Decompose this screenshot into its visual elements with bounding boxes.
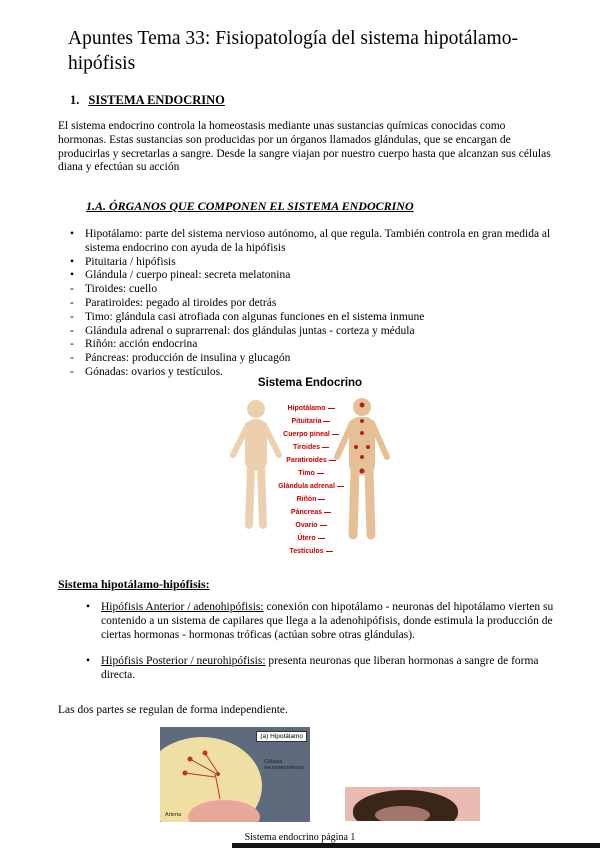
diagram-label: Ovario (275, 522, 347, 529)
diagram-label: Cuerpo pineal (275, 431, 347, 438)
list-item-lead: Hipófisis Anterior / adenohipófisis: (101, 601, 264, 613)
bullet-marker: • (70, 228, 75, 240)
bullet-marker: • (86, 655, 91, 668)
list-item (70, 228, 554, 256)
list-item (70, 338, 554, 352)
intro-paragraph: El sistema endocrino controla la homeostasis mediante unas sustancias químicas conocidas como hormonas. Estas sustancias son producidas por un órganos llamados glándulas, que se encargan de producirlas y secretarlas a sangre. Desde la sangre viajan por nuestro cuerpo hasta que alcanzan sus células diana y efectúan su acción (58, 120, 551, 174)
list-item-text: Pituitaria / hipófisis (85, 255, 176, 268)
list-item (70, 256, 554, 270)
figure-body (222, 393, 398, 565)
diagram-label: Útero (275, 535, 347, 542)
diagram-label: Testículos (275, 548, 347, 555)
list-item-body: presenta neuronas que liberan hormonas a sangre de forma directa. (101, 655, 539, 682)
list-item-text: Páncreas: producción de insulina y glucagón (85, 352, 291, 365)
closing-paragraph: Las dos partes se regulan de forma independiente. (58, 704, 288, 716)
list-item-text (101, 655, 554, 683)
diagram-label: Glándula adrenal (275, 483, 347, 490)
list-item-text: Tiroides: cuello (85, 283, 158, 296)
list-item-text: Glándula / cuerpo pineal: secreta melatonina (85, 269, 291, 282)
hypothalamo-hypophysis-heading: Sistema hipotálamo-hipófisis: (58, 577, 210, 591)
bullet-marker: • (86, 601, 91, 613)
diagram-label: Paratiroides (275, 457, 347, 464)
diagram-label: Timo (275, 470, 347, 477)
dash-marker: - (70, 296, 74, 309)
organ-list (70, 228, 554, 380)
bullet-marker: • (70, 269, 75, 282)
section-heading (70, 93, 225, 108)
artery-label: Arteria (165, 812, 182, 818)
brain-section-inner-shape (375, 806, 430, 821)
list-item-text (101, 601, 554, 642)
list-item-text: Hipotálamo: parte del sistema nervioso autónomo, al que regula. También controla en gran medida al sistema endocrino con ayuda de la hipófisis (85, 228, 551, 254)
page-footer: Sistema endocrino página 1 (244, 832, 356, 843)
list-item (70, 325, 554, 339)
document-title: Apuntes Tema 33: Fisiopatología del sistema hipotálamo-hipófisis (68, 28, 518, 75)
section-number: 1. (70, 93, 80, 107)
list-item (70, 311, 554, 325)
list-item-body: conexión con hipotálamo - neuronas del hipotálamo vierten su contenido a un sistema de capilares que llega a la adenohipófisis, donde estimula la producción de ciertas hormonas - hormonas tróficas (actúan sobre otras glándulas). (101, 601, 554, 641)
diagram-label: Pituitaria (275, 418, 347, 425)
list-item-text: Riñón: acción endocrina (85, 338, 198, 351)
list-item-text: Glándula adrenal o suprarrenal: dos glándulas juntas - corteza y médula (85, 324, 415, 337)
section-title: SISTEMA ENDOCRINO (88, 93, 225, 107)
diagram-label: Páncreas (275, 509, 347, 516)
dash-marker: - (70, 324, 74, 337)
subsection-heading: 1.A. ÓRGANOS QUE COMPONEN EL SISTEMA ENDOCRINO (86, 199, 414, 213)
bullet-marker: • (70, 255, 75, 268)
dash-marker: - (70, 310, 74, 323)
list-item-text: Gónadas: ovarios y testículos. (85, 365, 223, 378)
endocrine-system-figure (222, 377, 398, 565)
bottom-edge-strip (232, 843, 600, 848)
cells-label: Células neurosecretoras (264, 759, 304, 772)
dash-marker: - (70, 352, 74, 365)
list-item-text: Timo: glándula casi atrofiada con algunas funciones en el sistema inmune (85, 310, 425, 323)
list-item (70, 297, 554, 311)
list-item (86, 601, 554, 642)
dash-marker: - (70, 338, 74, 351)
figure-title: Sistema Endocrino (257, 377, 363, 389)
list-item (86, 655, 554, 683)
hypothalamus-figure (160, 727, 310, 822)
list-item-text: Paratiroides: pegado al tiroides por detrás (85, 296, 277, 309)
list-item (70, 283, 554, 297)
diagram-label: Riñón (275, 496, 347, 503)
diagram-label: Tiroides (275, 444, 347, 451)
list-item-lead: Hipófisis Posterior / neurohipófisis: (101, 655, 266, 668)
pituitary-photo (345, 787, 480, 821)
list-item (70, 352, 554, 366)
female-silhouette (233, 400, 279, 525)
list-item (70, 269, 554, 283)
hypophysis-list (86, 601, 554, 696)
dash-marker: - (70, 365, 74, 378)
figure-caption: (a) Hipotálamo (256, 731, 307, 742)
dash-marker: - (70, 283, 74, 296)
diagram-label: Hipotálamo (275, 405, 347, 412)
